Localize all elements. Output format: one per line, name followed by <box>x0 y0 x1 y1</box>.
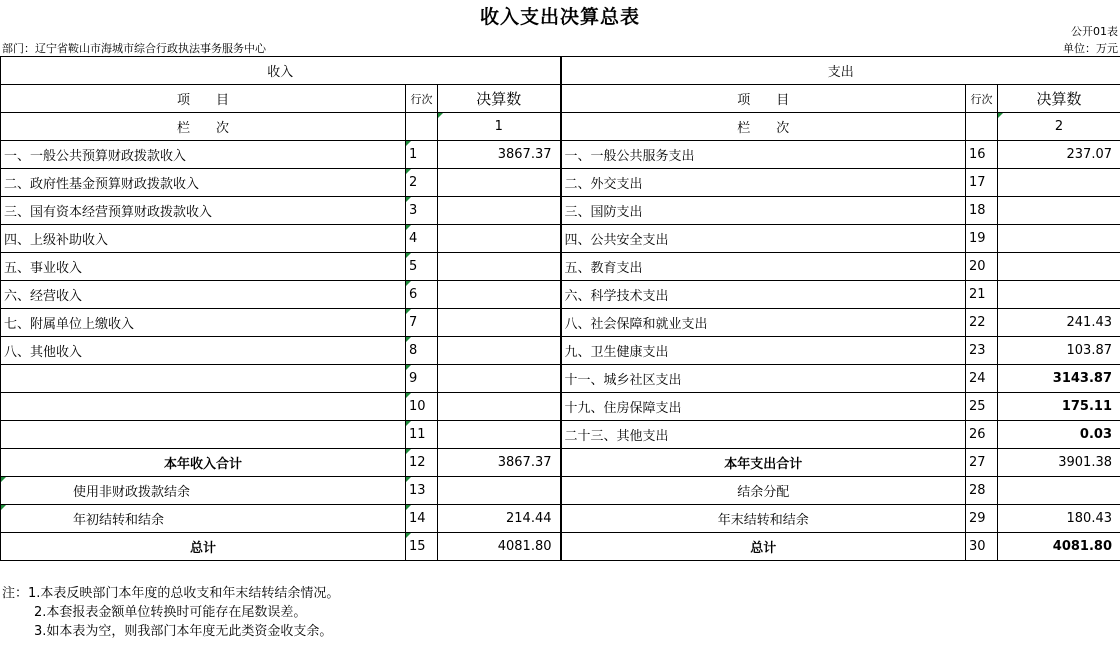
nonfiscal-balance-label: 使用非财政拨款结余 <box>1 477 406 505</box>
expense-line-header: 行次 <box>966 85 998 113</box>
income-line-no: 9 <box>406 365 438 393</box>
expense-item: 十一、城乡社区支出 <box>561 365 966 393</box>
balance-distribution-amount <box>998 477 1120 505</box>
balance-distribution-line-no: 28 <box>966 477 998 505</box>
expense-item: 九、卫生健康支出 <box>561 337 966 365</box>
table-row <box>1 197 1120 225</box>
table-row <box>1 169 1120 197</box>
income-amount <box>438 281 561 309</box>
expense-grand-total-amount: 4081.80 <box>998 533 1120 561</box>
expense-amount: 241.43 <box>998 309 1120 337</box>
income-item <box>1 421 406 449</box>
income-expense-table <box>0 56 1120 561</box>
table-row <box>1 309 1120 337</box>
nonfiscal-balance-amount <box>438 477 561 505</box>
year-income-total-label: 本年收入合计 <box>1 449 406 477</box>
notes <box>2 584 339 641</box>
beginning-carryover-amount: 214.44 <box>438 505 561 533</box>
year-income-total-line-no: 12 <box>406 449 438 477</box>
income-item-header: 项 目 <box>1 85 406 113</box>
year-expense-total-label: 本年支出合计 <box>561 449 966 477</box>
income-amount <box>438 365 561 393</box>
income-amount: 3867.37 <box>438 141 561 169</box>
expense-amount: 103.87 <box>998 337 1120 365</box>
income-column-label: 栏 次 <box>1 113 406 141</box>
expense-amount <box>998 169 1120 197</box>
income-item <box>1 393 406 421</box>
income-item: 六、经营收入 <box>1 281 406 309</box>
carryover-row <box>1 505 1120 533</box>
report-title: 收入支出决算总表 <box>479 6 640 28</box>
income-line-no: 6 <box>406 281 438 309</box>
income-item: 五、事业收入 <box>1 253 406 281</box>
expense-column-blank <box>966 113 998 141</box>
table-row <box>1 421 1120 449</box>
column-header-row <box>1 85 1120 113</box>
expense-amount <box>998 253 1120 281</box>
income-amount <box>438 309 561 337</box>
income-amount <box>438 421 561 449</box>
expense-line-no: 16 <box>966 141 998 169</box>
income-item: 四、上级补助收入 <box>1 225 406 253</box>
expense-item: 八、社会保障和就业支出 <box>561 309 966 337</box>
income-line-no: 1 <box>406 141 438 169</box>
expense-item: 六、科学技术支出 <box>561 281 966 309</box>
expense-line-no: 18 <box>966 197 998 225</box>
expense-line-no: 26 <box>966 421 998 449</box>
ending-carryover-amount: 180.43 <box>998 505 1120 533</box>
expense-item: 四、公共安全支出 <box>561 225 966 253</box>
balance-row <box>1 477 1120 505</box>
expense-amount-header: 决算数 <box>998 85 1120 113</box>
expense-line-no: 22 <box>966 309 998 337</box>
income-section-header: 收入 <box>1 57 561 85</box>
expense-line-no: 17 <box>966 169 998 197</box>
income-amount <box>438 225 561 253</box>
expense-item: 十九、住房保障支出 <box>561 393 966 421</box>
income-grand-total-line-no: 15 <box>406 533 438 561</box>
expense-amount <box>998 197 1120 225</box>
note-line: 3.如本表为空，则我部门本年度无此类资金收支余。 <box>34 624 333 639</box>
table-row <box>1 253 1120 281</box>
expense-item: 一、一般公共服务支出 <box>561 141 966 169</box>
expense-item: 三、国防支出 <box>561 197 966 225</box>
income-line-no: 11 <box>406 421 438 449</box>
expense-amount: 175.11 <box>998 393 1120 421</box>
income-item: 一、一般公共预算财政拨款收入 <box>1 141 406 169</box>
income-amount <box>438 337 561 365</box>
form-number: 公开01表 <box>1071 25 1118 38</box>
table-row <box>1 393 1120 421</box>
year-total-row <box>1 449 1120 477</box>
section-header-row <box>1 57 1120 85</box>
note-line: 注：1.本表反映部门本年度的总收支和年末结转结余情况。 <box>2 586 340 601</box>
income-line-header: 行次 <box>406 85 438 113</box>
income-grand-total-amount: 4081.80 <box>438 533 561 561</box>
expense-line-no: 21 <box>966 281 998 309</box>
income-amount <box>438 253 561 281</box>
table-row <box>1 281 1120 309</box>
ending-carryover-label: 年末结转和结余 <box>561 505 966 533</box>
expense-line-no: 19 <box>966 225 998 253</box>
expense-item: 二十三、其他支出 <box>561 421 966 449</box>
income-item: 三、国有资本经营预算财政拨款收入 <box>1 197 406 225</box>
grand-total-row <box>1 533 1120 561</box>
expense-amount <box>998 225 1120 253</box>
expense-line-no: 24 <box>966 365 998 393</box>
nonfiscal-balance-line-no: 13 <box>406 477 438 505</box>
income-line-no: 4 <box>406 225 438 253</box>
year-expense-total-line-no: 27 <box>966 449 998 477</box>
expense-amount <box>998 281 1120 309</box>
income-item: 七、附属单位上缴收入 <box>1 309 406 337</box>
expense-section-header: 支出 <box>561 57 1120 85</box>
expense-column-number: 2 <box>998 113 1120 141</box>
expense-line-no: 25 <box>966 393 998 421</box>
balance-distribution-label: 结余分配 <box>561 477 966 505</box>
income-line-no: 10 <box>406 393 438 421</box>
beginning-carryover-label: 年初结转和结余 <box>1 505 406 533</box>
income-line-no: 7 <box>406 309 438 337</box>
expense-amount: 0.03 <box>998 421 1120 449</box>
note-line: 2.本套报表金额单位转换时可能存在尾数误差。 <box>34 605 307 620</box>
year-expense-total-amount: 3901.38 <box>998 449 1120 477</box>
income-item: 八、其他收入 <box>1 337 406 365</box>
income-line-no: 5 <box>406 253 438 281</box>
income-line-no: 3 <box>406 197 438 225</box>
income-line-no: 2 <box>406 169 438 197</box>
expense-grand-total-line-no: 30 <box>966 533 998 561</box>
beginning-carryover-line-no: 14 <box>406 505 438 533</box>
table-row <box>1 225 1120 253</box>
income-amount <box>438 393 561 421</box>
expense-line-no: 20 <box>966 253 998 281</box>
department-label: 部门：辽宁省鞍山市海城市综合行政执法事务服务中心 <box>2 42 266 55</box>
table-row <box>1 365 1120 393</box>
income-item <box>1 365 406 393</box>
unit-label: 单位：万元 <box>1063 42 1118 55</box>
expense-column-label: 栏 次 <box>561 113 966 141</box>
expense-item: 五、教育支出 <box>561 253 966 281</box>
income-item: 二、政府性基金预算财政拨款收入 <box>1 169 406 197</box>
column-index-row <box>1 113 1120 141</box>
income-amount-header: 决算数 <box>438 85 561 113</box>
income-column-blank <box>406 113 438 141</box>
ending-carryover-line-no: 29 <box>966 505 998 533</box>
expense-item-header: 项 目 <box>561 85 966 113</box>
income-amount <box>438 169 561 197</box>
expense-amount: 3143.87 <box>998 365 1120 393</box>
expense-item: 二、外交支出 <box>561 169 966 197</box>
year-income-total-amount: 3867.37 <box>438 449 561 477</box>
income-amount <box>438 197 561 225</box>
income-column-number: 1 <box>438 113 561 141</box>
expense-amount: 237.07 <box>998 141 1120 169</box>
income-grand-total-label: 总计 <box>1 533 406 561</box>
table-row <box>1 141 1120 169</box>
expense-line-no: 23 <box>966 337 998 365</box>
table-row <box>1 337 1120 365</box>
expense-grand-total-label: 总计 <box>561 533 966 561</box>
income-line-no: 8 <box>406 337 438 365</box>
